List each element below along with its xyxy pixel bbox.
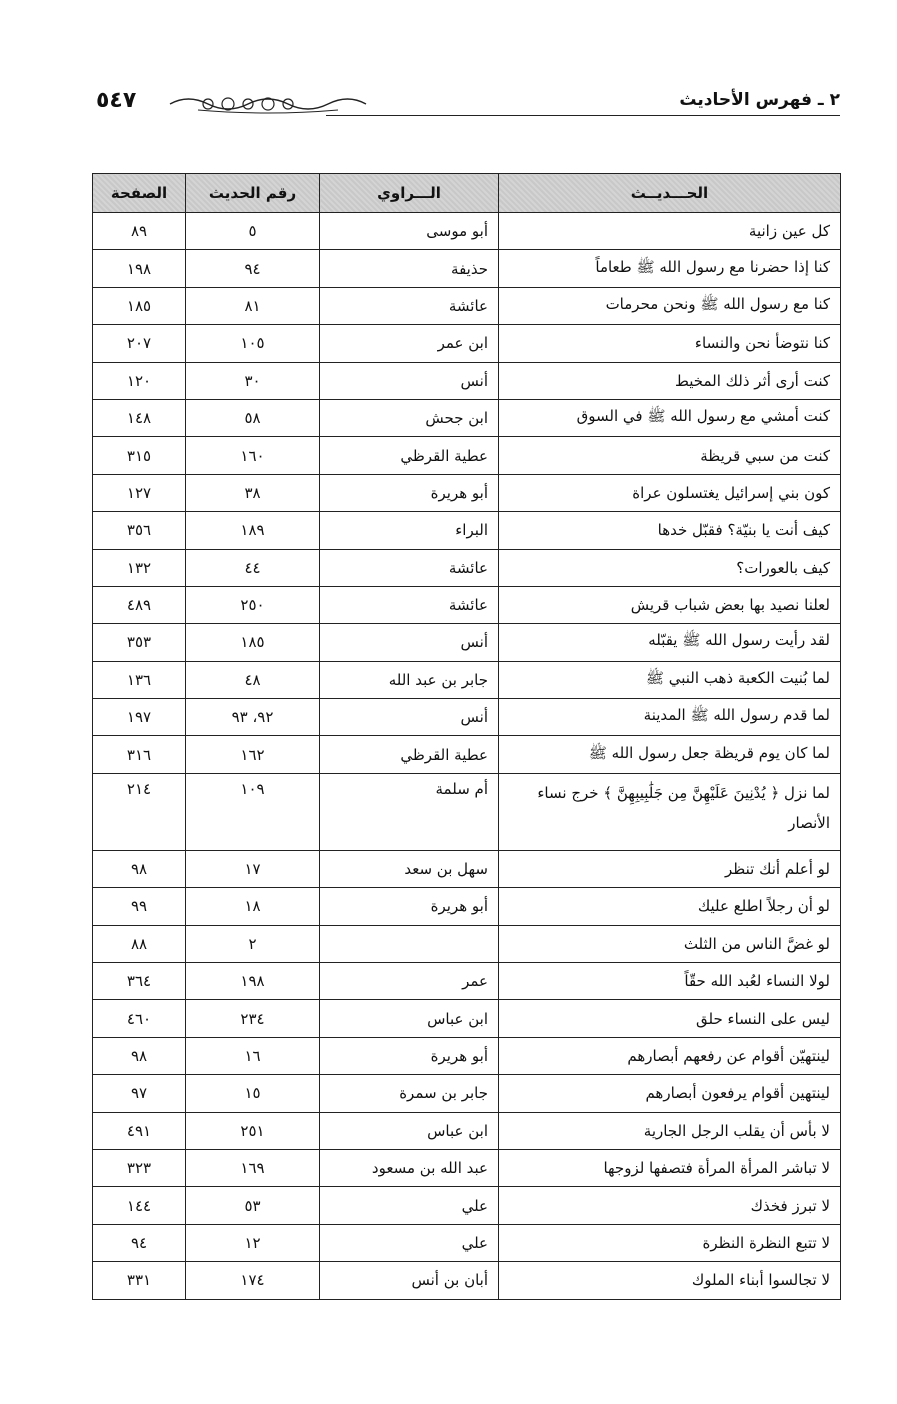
hadith-cell: كون بني إسرائيل يغتسلون عراة (499, 474, 841, 511)
hadith-number-cell: ١٠٥ (186, 325, 320, 362)
narrator-cell: عائشة (320, 287, 499, 324)
page-number: ٥٤٧ (96, 88, 137, 113)
page-number-cell: ١٩٨ (93, 250, 186, 287)
hadith-cell: لا تباشر المرأة المرأة فتصفها لزوجها (499, 1149, 841, 1186)
hadith-cell: كنت أمشي مع رسول الله ﷺ في السوق (499, 399, 841, 436)
hadith-number-cell: ٣٠ (186, 362, 320, 399)
hadith-number-cell: ٢ (186, 925, 320, 962)
narrator-cell: سهل بن سعد (320, 850, 499, 887)
hadith-cell: كنا نتوضأ نحن والنساء (499, 325, 841, 362)
hadith-number-cell: ٣٨ (186, 474, 320, 511)
table-row (93, 287, 841, 324)
hadith-number-cell: ٤٤ (186, 549, 320, 586)
hadith-number-cell: ١٧٤ (186, 1262, 320, 1299)
page-number-cell: ١٢٧ (93, 474, 186, 511)
table-row (93, 250, 841, 287)
page-number-cell: ١٢٠ (93, 362, 186, 399)
table-row (93, 1149, 841, 1186)
page-number-cell: ١٤٤ (93, 1187, 186, 1224)
table-row (93, 1000, 841, 1037)
column-header-page: الصفحة (93, 174, 186, 213)
table-row (93, 1262, 841, 1299)
hadith-cell: لا تتبع النظرة النظرة (499, 1224, 841, 1261)
page-number-cell: ٩٤ (93, 1224, 186, 1261)
page-number-cell: ٢١٤ (93, 773, 186, 850)
page-number-cell: ٩٨ (93, 850, 186, 887)
hadith-number-cell: ٥٣ (186, 1187, 320, 1224)
header-rule (326, 115, 840, 116)
narrator-cell: أبو هريرة (320, 888, 499, 925)
hadith-number-cell: ٥٨ (186, 399, 320, 436)
table-row (93, 963, 841, 1000)
table-row (93, 773, 841, 850)
narrator-cell: جابر بن سمرة (320, 1075, 499, 1112)
narrator-cell: حذيفة (320, 250, 499, 287)
narrator-cell: عمر (320, 963, 499, 1000)
hadith-cell: لينتهيّن أقوام عن رفعهم أبصارهم (499, 1037, 841, 1074)
table-row (93, 586, 841, 623)
hadith-cell: لما نزل ﴿ يُدْنِينَ عَلَيْهِنَّ مِن جَلَٰبِيبِهِنَّ ﴾ خرج نساء الأنصار (499, 773, 841, 850)
table-row (93, 437, 841, 474)
page-number-cell: ١٩٧ (93, 699, 186, 736)
hadith-number-cell: ١٦٠ (186, 437, 320, 474)
hadith-cell: كيف بالعورات؟ (499, 549, 841, 586)
narrator-cell: أنس (320, 362, 499, 399)
table-row (93, 699, 841, 736)
table-row (93, 1224, 841, 1261)
hadith-number-cell: ١٠٩ (186, 773, 320, 850)
page-number-cell: ٩٩ (93, 888, 186, 925)
page-number-cell: ٣١٦ (93, 736, 186, 773)
page-number-cell: ٣٥٣ (93, 624, 186, 661)
narrator-cell: ابن عمر (320, 325, 499, 362)
hadith-number-cell: ٢٥١ (186, 1112, 320, 1149)
hadith-cell: كنت أرى أثر ذلك المخيط (499, 362, 841, 399)
hadith-number-cell: ١٦٩ (186, 1149, 320, 1186)
page-number-cell: ٩٧ (93, 1075, 186, 1112)
page-number-cell: ٣٣١ (93, 1262, 186, 1299)
narrator-cell: أبو هريرة (320, 474, 499, 511)
hadith-cell: لما بُنيت الكعبة ذهب النبي ﷺ (499, 661, 841, 698)
hadith-cell: كنا مع رسول الله ﷺ ونحن محرمات (499, 287, 841, 324)
ornament-icon (168, 92, 368, 114)
hadith-cell: لو أن رجلاً اطلع عليك (499, 888, 841, 925)
hadith-number-cell: ٩٤ (186, 250, 320, 287)
page-number-cell: ٤٨٩ (93, 586, 186, 623)
hadith-cell: لما قدم رسول الله ﷺ المدينة (499, 699, 841, 736)
hadith-number-cell: ١٧ (186, 850, 320, 887)
column-header-hadith: الحـــديــث (499, 174, 841, 213)
narrator-cell: أم سلمة (320, 773, 499, 850)
page-number-cell: ٣٢٣ (93, 1149, 186, 1186)
narrator-cell: أبان بن أنس (320, 1262, 499, 1299)
page-number-cell: ١٣٢ (93, 549, 186, 586)
section-title: ٢ ـ فهرس الأحاديث (679, 90, 840, 110)
page-number-cell: ٣٥٦ (93, 512, 186, 549)
table-row (93, 213, 841, 250)
table-row (93, 1112, 841, 1149)
table-row (93, 925, 841, 962)
hadith-number-cell: ٤٨ (186, 661, 320, 698)
narrator-cell: ابن عباس (320, 1000, 499, 1037)
page-number-cell: ٢٠٧ (93, 325, 186, 362)
table-row (93, 549, 841, 586)
hadith-number-cell: ١٨٥ (186, 624, 320, 661)
narrator-cell: عطية القرظي (320, 437, 499, 474)
narrator-cell: ابن عباس (320, 1112, 499, 1149)
page-number-cell: ٤٦٠ (93, 1000, 186, 1037)
table-row (93, 474, 841, 511)
table-row (93, 1187, 841, 1224)
hadith-cell: لا تجالسوا أبناء الملوك (499, 1262, 841, 1299)
table-header-row (93, 174, 841, 213)
narrator-cell: أبو موسى (320, 213, 499, 250)
hadith-cell: كنت من سبي قريظة (499, 437, 841, 474)
hadith-index-table (92, 173, 841, 1300)
narrator-cell: عائشة (320, 586, 499, 623)
table-row (93, 850, 841, 887)
narrator-cell: جابر بن عبد الله (320, 661, 499, 698)
page-number-cell: ١٤٨ (93, 399, 186, 436)
narrator-cell: علي (320, 1187, 499, 1224)
hadith-number-cell: ١٨٩ (186, 512, 320, 549)
table-row (93, 624, 841, 661)
table-row (93, 888, 841, 925)
page-number-cell: ٨٨ (93, 925, 186, 962)
table-row (93, 512, 841, 549)
page-number-cell: ١٣٦ (93, 661, 186, 698)
hadith-cell: لا تبرز فخذك (499, 1187, 841, 1224)
hadith-number-cell: ٩٢، ٩٣ (186, 699, 320, 736)
hadith-number-cell: ١٩٨ (186, 963, 320, 1000)
page-number-cell: ٤٩١ (93, 1112, 186, 1149)
hadith-number-cell: ٢٥٠ (186, 586, 320, 623)
hadith-cell: كنا إذا حضرنا مع رسول الله ﷺ طعاماً (499, 250, 841, 287)
table-row (93, 661, 841, 698)
table-row (93, 736, 841, 773)
hadith-cell: لعلنا نصيد بها بعض شباب قريش (499, 586, 841, 623)
column-header-rawi: الـــراوي (320, 174, 499, 213)
hadith-number-cell: ١٥ (186, 1075, 320, 1112)
narrator-cell: البراء (320, 512, 499, 549)
hadith-cell: لينتهين أقوام يرفعون أبصارهم (499, 1075, 841, 1112)
narrator-cell: عائشة (320, 549, 499, 586)
narrator-cell: عبد الله بن مسعود (320, 1149, 499, 1186)
hadith-cell: كيف أنت يا بنيّة؟ فقبّل خدها (499, 512, 841, 549)
page-number-cell: ٩٨ (93, 1037, 186, 1074)
hadith-number-cell: ٥ (186, 213, 320, 250)
table-row (93, 399, 841, 436)
hadith-number-cell: ٨١ (186, 287, 320, 324)
hadith-number-cell: ١٨ (186, 888, 320, 925)
narrator-cell (320, 925, 499, 962)
hadith-cell: لقد رأيت رسول الله ﷺ يقبّله (499, 624, 841, 661)
table-row (93, 1037, 841, 1074)
narrator-cell: علي (320, 1224, 499, 1261)
hadith-number-cell: ٢٣٤ (186, 1000, 320, 1037)
page-number-cell: ٨٩ (93, 213, 186, 250)
narrator-cell: ابن جحش (320, 399, 499, 436)
table-row (93, 1075, 841, 1112)
page-number-cell: ٣١٥ (93, 437, 186, 474)
hadith-number-cell: ١٢ (186, 1224, 320, 1261)
page-number-cell: ١٨٥ (93, 287, 186, 324)
hadith-cell: لما كان يوم قريظة جعل رسول الله ﷺ (499, 736, 841, 773)
narrator-cell: أنس (320, 624, 499, 661)
narrator-cell: أنس (320, 699, 499, 736)
hadith-number-cell: ١٦٢ (186, 736, 320, 773)
table-row (93, 325, 841, 362)
hadith-number-cell: ١٦ (186, 1037, 320, 1074)
page-header (96, 82, 840, 122)
hadith-cell: كل عين زانية (499, 213, 841, 250)
hadith-cell: لا بأس أن يقلب الرجل الجارية (499, 1112, 841, 1149)
hadith-cell: لو أعلم أنك تنظر (499, 850, 841, 887)
hadith-cell: لو غضَّ الناس من الثلث (499, 925, 841, 962)
narrator-cell: أبو هريرة (320, 1037, 499, 1074)
hadith-cell: ليس على النساء حلق (499, 1000, 841, 1037)
column-header-number: رقم الحديث (186, 174, 320, 213)
page-number-cell: ٣٦٤ (93, 963, 186, 1000)
table-row (93, 362, 841, 399)
hadith-cell: لولا النساء لعُبد الله حقّاً (499, 963, 841, 1000)
narrator-cell: عطية القرظي (320, 736, 499, 773)
